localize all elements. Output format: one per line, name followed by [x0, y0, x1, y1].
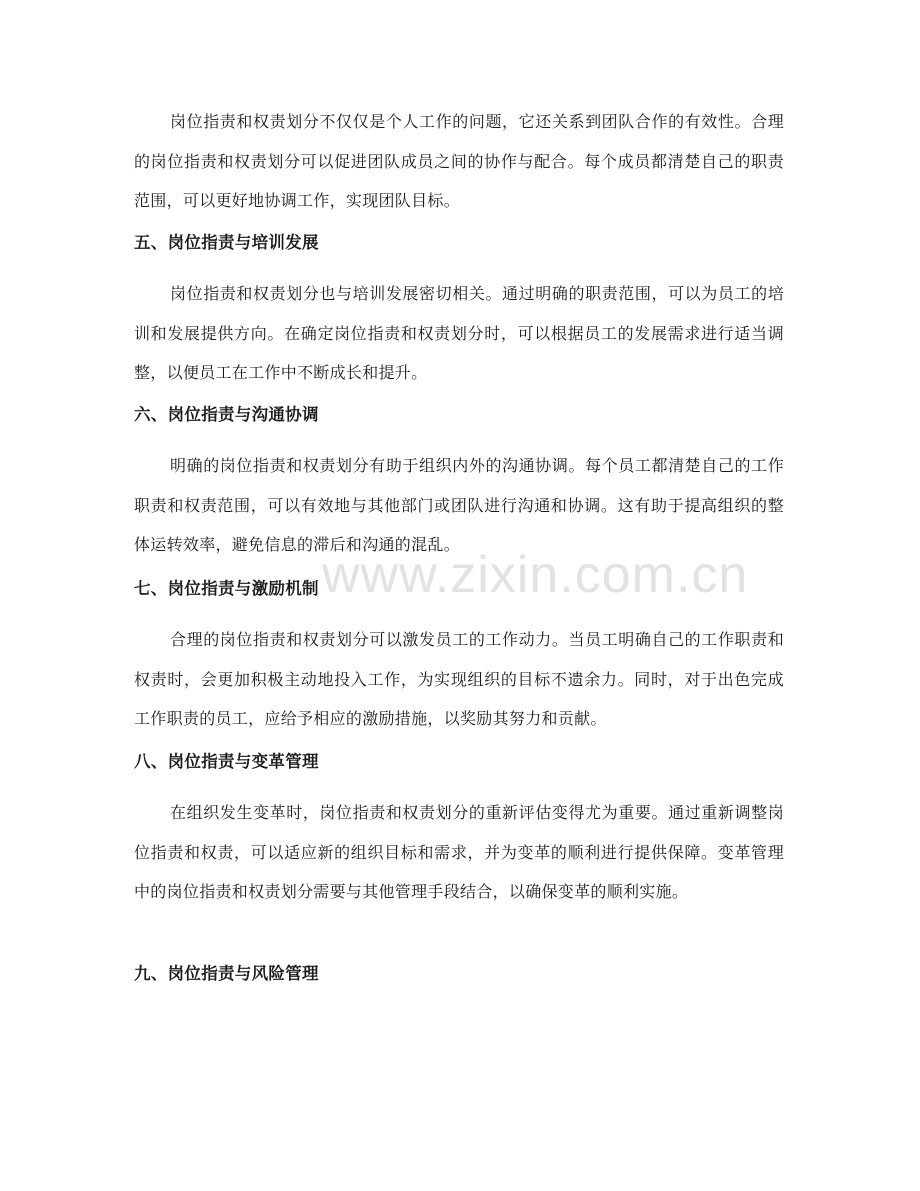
heading-risk-management: 九、岗位指责与风险管理: [134, 964, 319, 983]
paragraph-change-management: 在组织发生变革时，岗位指责和权责划分的重新评估变得尤为重要。通过重新调整岗位指责和权责，可以适应新的组织目标和需求，并为变革的顺利进行提供保障。变革管理中的岗位指责和权责划分需要与其他管理手段结合，以确保变革的顺利实施。: [134, 803, 784, 901]
watermark: www.zixin.com.cn: [322, 546, 749, 604]
heading-communication: 六、岗位指责与沟通协调: [134, 405, 319, 424]
paragraph-incentive: 合理的岗位指责和权责划分可以激发员工的工作动力。当员工明确自己的工作职责和权责时，会更加积极主动地投入工作，为实现组织的目标不遗余力。同时，对于出色完成工作职责的员工，应给予相应的激励措施，以奖励其努力和贡献。: [134, 630, 784, 728]
heading-training: 五、岗位指责与培训发展: [134, 233, 319, 252]
heading-incentive: 七、岗位指责与激励机制: [134, 579, 319, 598]
paragraph-training: 岗位指责和权责划分也与培训发展密切相关。通过明确的职责范围，可以为员工的培训和发展提供方向。在确定岗位指责和权责划分时，可以根据员工的发展需求进行适当调整，以便员工在工作中不断成长和提升。: [134, 284, 784, 382]
heading-change-management: 八、岗位指责与变革管理: [134, 752, 319, 771]
paragraph-communication: 明确的岗位指责和权责划分有助于组织内外的沟通协调。每个员工都清楚自己的工作职责和权责范围，可以有效地与其他部门或团队进行沟通和协调。这有助于提高组织的整体运转效率，避免信息的滞后和沟通的混乱。: [134, 456, 784, 554]
paragraph-teamwork: 岗位指责和权责划分不仅仅是个人工作的问题，它还关系到团队合作的有效性。合理的岗位指责和权责划分可以促进团队成员之间的协作与配合。每个成员都清楚自己的职责范围，可以更好地协调工作，实现团队目标。: [134, 112, 784, 210]
